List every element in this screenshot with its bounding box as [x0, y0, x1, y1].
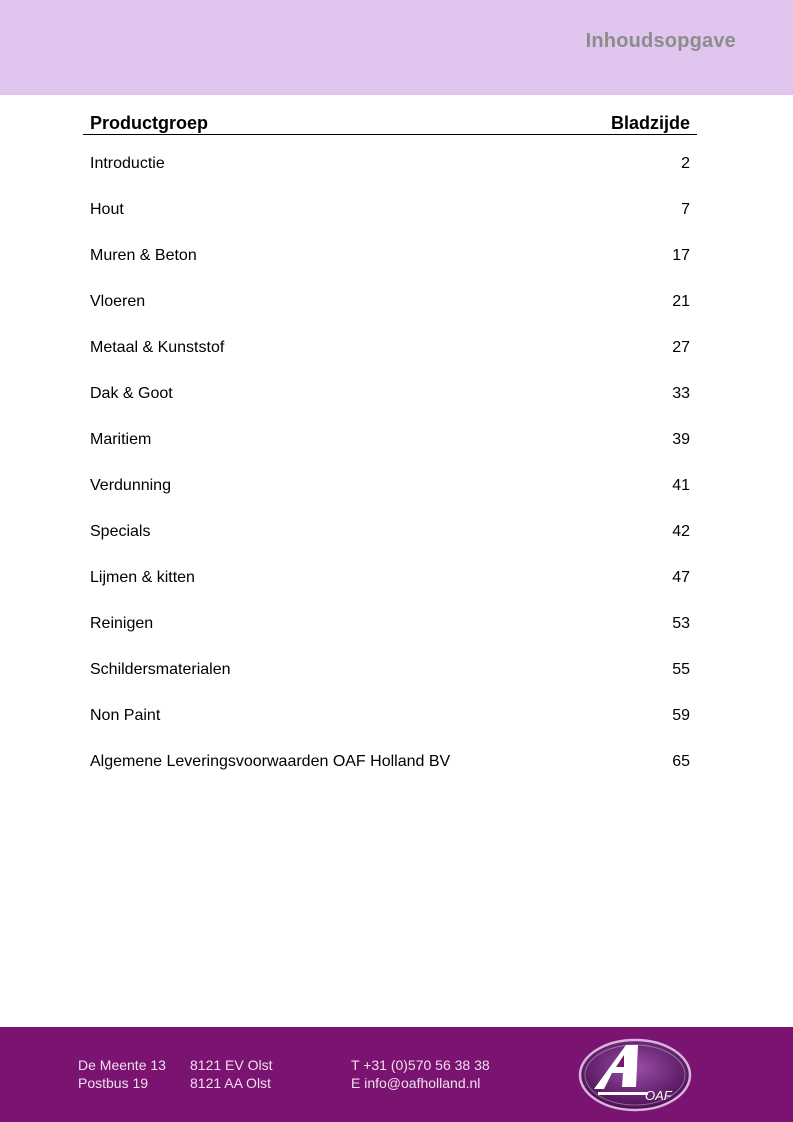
toc-entry-page: 47	[672, 569, 690, 586]
footer-band	[0, 1027, 793, 1122]
toc-entry[interactable]	[83, 371, 697, 417]
toc-entry-page: 42	[672, 523, 690, 540]
footer-street: De Meente 13	[78, 1057, 166, 1073]
toc-entry[interactable]	[83, 279, 697, 325]
toc-entry-label: Non Paint	[90, 707, 161, 724]
toc-entry-page: 2	[681, 155, 690, 172]
table-of-contents	[83, 112, 697, 785]
toc-entry-label: Algemene Leveringsvoorwaarden OAF Holland BV	[90, 753, 451, 770]
toc-entry-page: 41	[672, 477, 690, 494]
toc-entry-label: Dak & Goot	[90, 385, 173, 402]
toc-entry[interactable]	[83, 417, 697, 463]
toc-entry-page: 53	[672, 615, 690, 632]
toc-entry-label: Hout	[90, 201, 124, 218]
toc-entry-page: 7	[681, 201, 690, 218]
toc-entry-label: Lijmen & kitten	[90, 569, 195, 586]
toc-entry[interactable]	[83, 601, 697, 647]
toc-entry[interactable]	[83, 693, 697, 739]
toc-entry-page: 55	[672, 661, 690, 678]
footer-postcode-street: 8121 EV Olst	[190, 1057, 273, 1073]
toc-entry-page: 27	[672, 339, 690, 356]
toc-entry-label: Verdunning	[90, 477, 171, 494]
toc-entry[interactable]	[83, 187, 697, 233]
footer-email[interactable]: E info@oafholland.nl	[351, 1075, 481, 1091]
toc-entry-label: Muren & Beton	[90, 247, 197, 264]
toc-entry-page: 33	[672, 385, 690, 402]
toc-entry[interactable]	[83, 141, 697, 187]
toc-entry-page: 21	[672, 293, 690, 310]
toc-entry[interactable]	[83, 325, 697, 371]
footer-postcode-postbus: 8121 AA Olst	[190, 1075, 271, 1091]
toc-column-bladzijde: Bladzijde	[610, 113, 690, 133]
footer-phone: T +31 (0)570 56 38 38	[351, 1057, 490, 1073]
toc-entry-page: 59	[672, 707, 690, 724]
logo-wordmark: OAF	[645, 1088, 672, 1103]
toc-column-productgroep: Productgroep	[90, 113, 209, 133]
toc-entry-page: 17	[672, 247, 690, 264]
toc-entry[interactable]	[83, 739, 697, 785]
toc-entry-page: 65	[672, 753, 690, 770]
toc-entry-page: 39	[672, 431, 690, 448]
toc-entry-label: Vloeren	[90, 293, 146, 310]
toc-list	[83, 141, 697, 785]
toc-entry-label: Maritiem	[90, 431, 152, 448]
toc-entry[interactable]	[83, 463, 697, 509]
toc-entry[interactable]	[83, 555, 697, 601]
toc-entry-label: Reinigen	[90, 615, 154, 632]
toc-entry-label: Schildersmaterialen	[90, 661, 231, 678]
toc-header-row	[83, 112, 697, 135]
toc-entry[interactable]	[83, 647, 697, 693]
toc-entry-label: Specials	[90, 523, 151, 540]
toc-entry-label: Introductie	[90, 155, 165, 172]
header-band	[0, 0, 793, 95]
footer-postbus: Postbus 19	[78, 1075, 149, 1091]
toc-entry[interactable]	[83, 509, 697, 555]
oaf-logo	[578, 1037, 692, 1113]
toc-entry[interactable]	[83, 233, 697, 279]
toc-entry-label: Metaal & Kunststof	[90, 339, 225, 356]
page-title: Inhoudsopgave	[585, 30, 736, 52]
